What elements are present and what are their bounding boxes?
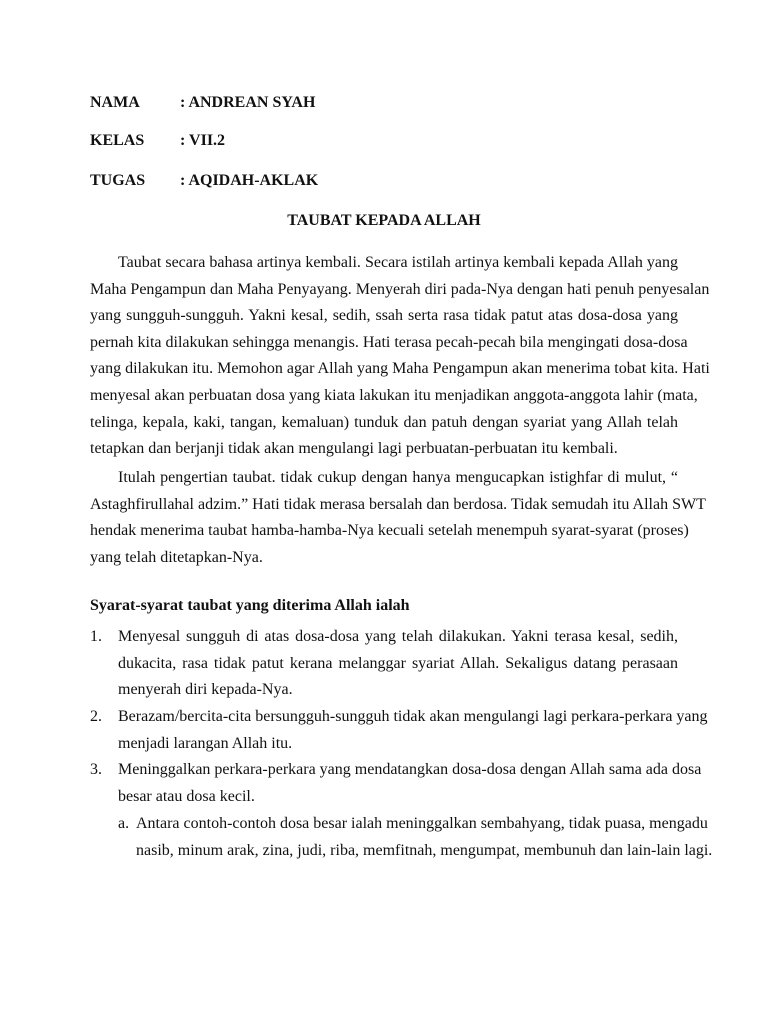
- sublist-item-a: [118, 811, 713, 864]
- value-tugas: : AQIDAH-AKLAK: [180, 172, 319, 189]
- text-line: yang dilakukan itu. Memohon agar Allah yang Maha Pengampun akan menerima tobat kita. Hati: [90, 360, 710, 378]
- text-line: tetapkan dan berjanji tidak akan mengulangi lagi perbuatan-perbuatan itu kembali.: [90, 440, 618, 458]
- text-line: yang sungguh-sungguh. Yakni kesal, sedih, ssah serta rasa tidak patut atas dosa-dosa yang: [90, 307, 678, 325]
- text-line: Astaghfirullahal adzim.” Hati tidak merasa bersalah dan berdosa. Tidak semudah itu Allah SWT: [90, 495, 706, 513]
- list-marker: a.: [118, 815, 130, 832]
- list-marker: 3.: [90, 761, 102, 778]
- list-item-2: [90, 704, 708, 757]
- label-nama: NAMA: [90, 94, 140, 111]
- text-line: menjadi larangan Allah itu.: [118, 734, 293, 752]
- text-line: nasib, minum arak, zina, judi, riba, memfitnah, mengumpat, membunuh dan lain-lain lagi.: [136, 841, 713, 859]
- text-line: yang telah ditetapkan-Nya.: [90, 548, 263, 566]
- label-tugas: TUGAS: [90, 172, 146, 189]
- text-line: hendak menerima taubat hamba-hamba-Nya kecuali setelah menempuh syarat-syarat (proses): [90, 522, 689, 540]
- document-title: TAUBAT KEPADA ALLAH: [287, 212, 481, 229]
- paragraph-1: [90, 250, 710, 463]
- text-line: Antara contoh-contoh dosa besar ialah meninggalkan sembahyang, tidak puasa, mengadu: [136, 815, 708, 832]
- header-row-nama: [90, 94, 316, 112]
- list-marker: 1.: [90, 628, 102, 645]
- text-line: menyerah diri kepada-Nya.: [118, 681, 293, 699]
- text-line: pernah kita dilakukan sehingga menangis. Hati terasa pecah-pecah bila mengingati dosa-dosa: [90, 333, 688, 351]
- text-line: Itulah pengertian taubat. tidak cukup dengan hanya mengucapkan istighfar di mulut, “: [118, 469, 678, 486]
- text-line: besar atau dosa kecil.: [118, 787, 255, 805]
- text-line: Taubat secara bahasa artinya kembali. Secara istilah artinya kembali kepada Allah yang: [118, 254, 678, 271]
- header-row-tugas: [90, 172, 319, 190]
- section-heading: Syarat-syarat taubat yang diterima Allah ialah: [90, 597, 410, 614]
- label-kelas: KELAS: [90, 132, 145, 149]
- text-line: dukacita, rasa tidak patut kerana melanggar syariat Allah. Sekaligus datang perasaan: [118, 654, 678, 672]
- list-item-3: [90, 757, 702, 810]
- text-line: Menyesal sungguh di atas dosa-dosa yang telah dilakukan. Yakni terasa kesal, sedih,: [118, 628, 678, 645]
- text-line: Maha Pengampun dan Maha Penyayang. Menyerah diri pada-Nya dengan hati penuh penyesalan: [90, 280, 710, 298]
- text-line: menyesal akan perbuatan dosa yang kiata lakukan itu menjadikan anggota-anggota lahir (mata,: [90, 386, 698, 404]
- text-line: Meninggalkan perkara-perkara yang mendatangkan dosa-dosa dengan Allah sama ada dosa: [118, 761, 702, 778]
- header-row-kelas: [90, 132, 226, 150]
- value-kelas: : VII.2: [180, 132, 226, 149]
- paragraph-2: [90, 465, 706, 571]
- list-marker: 2.: [90, 708, 102, 725]
- value-nama: : ANDREAN SYAH: [180, 94, 316, 111]
- text-line: telinga, kepala, kaki, tangan, kemaluan) tunduk dan patuh dengan syariat yang Allah telah: [90, 413, 678, 431]
- list-item-1: [90, 624, 678, 704]
- text-line: Berazam/bercita-cita bersungguh-sungguh tidak akan mengulangi lagi perkara-perkara yang: [118, 708, 708, 725]
